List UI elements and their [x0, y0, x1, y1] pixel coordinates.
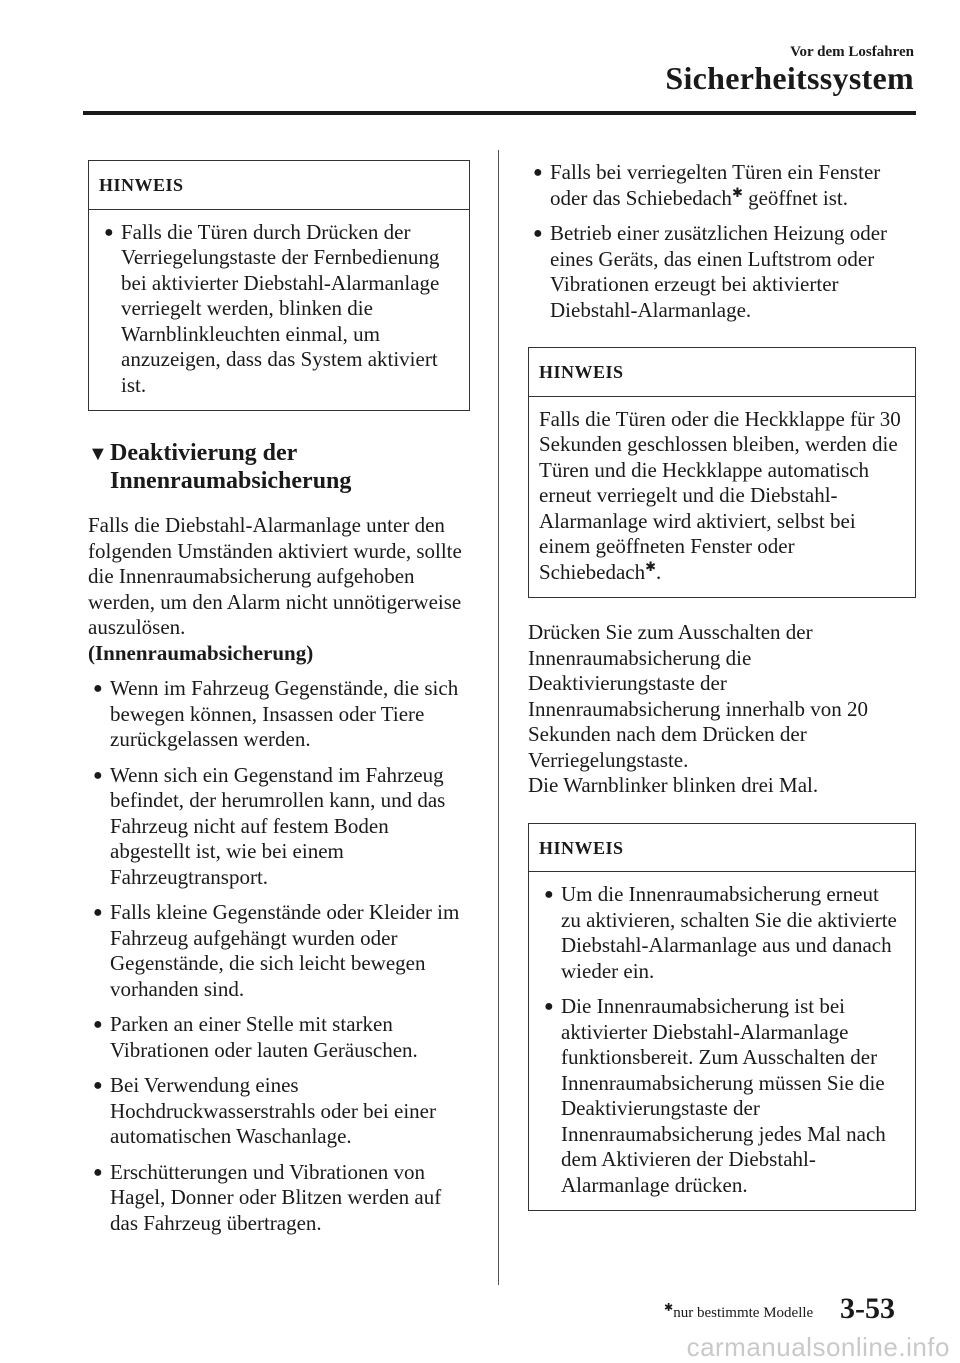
bullet-icon: ●: [544, 998, 554, 1015]
page-number: 3-53: [840, 1292, 895, 1325]
bullet-icon: ●: [533, 164, 543, 181]
subheading: (Innenraumabsicherung): [88, 640, 314, 665]
note-title: HINWEIS: [529, 348, 915, 397]
page-title: Sicherheitssystem: [665, 60, 914, 96]
instruction-result: Die Warnblinker blinken drei Mal.: [528, 773, 819, 797]
section-heading: ▼ Deaktivierung der Innenraumabsicherung: [88, 440, 352, 494]
note-list: [539, 882, 903, 1198]
note-title: HINWEIS: [89, 161, 469, 210]
note-box-3: [528, 823, 916, 1212]
header-section-label: Vor dem Losfahren: [790, 44, 914, 60]
list-item: ● Wenn im Fahrzeug Gegenstände, die sich bewegen können, Insassen oder Tiere zurückgelassen werden.: [93, 676, 459, 751]
bullet-icon: ●: [93, 1163, 103, 1181]
intro-paragraph: Falls die Diebstahl-Alarmanlage unter den folgenden Umständen aktiviert wurde, sollte die Innenraumabsicherung aufgehoben werden, um den Alarm nicht unnötigerweise auszulösen.: [88, 513, 462, 639]
bullet-icon: ●: [93, 1077, 103, 1094]
asterisk-icon: ✱: [731, 184, 743, 200]
triangle-down-icon: ▼: [88, 443, 108, 465]
list-item: ● Falls bei verriegelten Türen ein Fenster oder das Schiebedach✱ geöffnet ist.: [533, 160, 881, 210]
footer-note: ✱nur bestimmte Modelle: [664, 1302, 814, 1321]
bullet-icon: ●: [533, 225, 543, 242]
header-rule: [83, 111, 916, 115]
list-item: ● Bei Verwendung eines Hochdruckwasserstrahls oder bei einer automatischen Waschanlage.: [93, 1073, 436, 1148]
bullet-icon: ●: [93, 904, 103, 921]
note-list: [99, 220, 457, 399]
list-item: ● Parken an einer Stelle mit starken Vibrationen oder lauten Geräuschen.: [93, 1012, 418, 1062]
asterisk-icon: ✱: [645, 558, 657, 574]
bullet-icon: ●: [104, 223, 114, 241]
note-title: HINWEIS: [529, 824, 915, 873]
right-column: [528, 160, 916, 1211]
watermark: carmanualsonline.info: [686, 1332, 950, 1362]
bullet-icon: ●: [93, 766, 103, 784]
bullet-icon: ●: [544, 886, 554, 903]
left-column: [88, 160, 470, 1236]
conditions-list: [88, 676, 470, 1236]
note-box-2: HINWEIS Falls die Türen oder die Heckklappe für 30 Sekunden geschlossen bleiben, werden die Türen und die Heckklappe automatisch erneut verriegelt und die Diebstahl-Alarmanlage wird aktiviert, selbst bei einem geöffneten Fenster oder Schiebedach✱.: [528, 347, 916, 598]
list-item: ● Erschütterungen und Vibrationen von Hagel, Donner oder Blitzen werden auf das Fahrzeug übertragen.: [93, 1159, 442, 1235]
conditions-list-continued: [528, 160, 916, 323]
list-item: ● Falls die Türen durch Drücken der Verriegelungstaste der Fernbedienung bei aktivierter Diebstahl-Alarmanlage verriegelt werden, blinken die Warnblinkleuchten einmal, um anzuzeigen, dass das System aktiviert ist.: [104, 219, 440, 397]
bullet-icon: ●: [93, 1016, 103, 1033]
column-divider: [498, 150, 499, 1285]
list-item: ● Betrieb einer zusätzlichen Heizung oder eines Geräts, das einen Luftstrom oder Vibrationen erzeugt bei aktivierter Diebstahl-Alarmanlage.: [533, 221, 888, 322]
list-item: ● Um die Innenraumabsicherung erneut zu aktivieren, schalten Sie die aktivierte Diebstahl-Alarmanlage aus und danach wieder ein.: [544, 882, 897, 983]
list-item: ● Wenn sich ein Gegenstand im Fahrzeug befindet, der herumrollen kann, und das Fahrzeug nicht auf festem Boden abgestellt ist, wie bei einem Fahrzeugtransport.: [93, 762, 446, 889]
asterisk-icon: ✱: [664, 1302, 674, 1314]
note-box-1: [88, 160, 470, 411]
list-item: ● Falls kleine Gegenstände oder Kleider im Fahrzeug aufgehängt wurden oder Gegenstände, die sich leicht bewegen vorhanden sind.: [93, 900, 460, 1001]
bullet-icon: ●: [93, 680, 103, 697]
instruction-paragraph: Drücken Sie zum Ausschalten der Innenraumabsicherung die Deaktivierungstaste der Innenraumabsicherung innerhalb von 20 Sekunden nach dem Drücken der Verriegelungstaste.: [528, 620, 868, 772]
list-item: ● Die Innenraumabsicherung ist bei aktivierter Diebstahl-Alarmanlage funktionsbereit. Zum Ausschalten der Innenraumabsicherung müssen Sie die Deaktivierungstaste der Innenraumabsicherung jedes Mal nach dem Aktivieren der Diebstahl-Alarmanlage drücken.: [544, 994, 886, 1197]
